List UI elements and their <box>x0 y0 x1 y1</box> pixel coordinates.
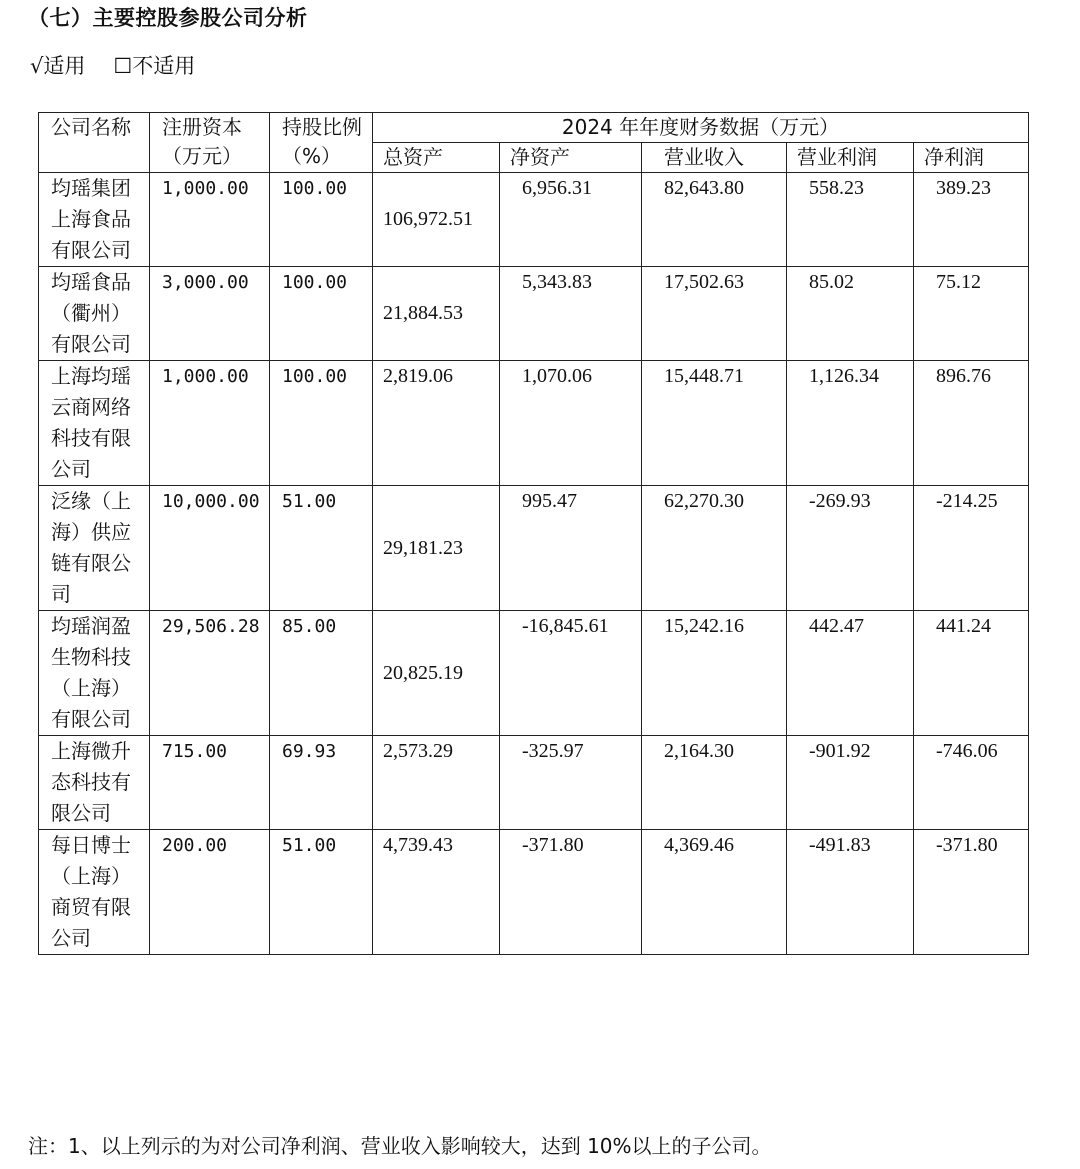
registered-capital: 10,000.00 <box>150 486 270 611</box>
operating-profit: 558.23 <box>787 173 914 267</box>
operating-profit: -491.83 <box>787 830 914 955</box>
net-profit: 441.24 <box>914 611 1029 736</box>
total-assets: 2,573.29 <box>373 736 500 830</box>
registered-capital: 1,000.00 <box>150 173 270 267</box>
registered-capital: 3,000.00 <box>150 267 270 361</box>
header-ratio: 持股比例（%） <box>270 113 373 173</box>
table-row <box>39 173 1029 267</box>
header-op-profit: 营业利润 <box>787 143 914 173</box>
holding-ratio: 100.00 <box>270 267 373 361</box>
total-assets: 106,972.51 <box>373 173 500 267</box>
header-net-assets: 净资产 <box>500 143 642 173</box>
holding-ratio: 85.00 <box>270 611 373 736</box>
operating-profit: 442.47 <box>787 611 914 736</box>
total-assets: 29,181.23 <box>373 486 500 611</box>
header-financial-group: 2024 年年度财务数据（万元） <box>373 113 1029 143</box>
header-capital: 注册资本（万元） <box>150 113 270 173</box>
net-assets: 6,956.31 <box>500 173 642 267</box>
header-company: 公司名称 <box>39 113 150 173</box>
net-profit: 75.12 <box>914 267 1029 361</box>
net-profit: -214.25 <box>914 486 1029 611</box>
net-assets: 995.47 <box>500 486 642 611</box>
revenue: 2,164.30 <box>642 736 787 830</box>
registered-capital: 29,506.28 <box>150 611 270 736</box>
revenue: 15,448.71 <box>642 361 787 486</box>
holding-ratio: 100.00 <box>270 173 373 267</box>
registered-capital: 1,000.00 <box>150 361 270 486</box>
table-row <box>39 267 1029 361</box>
operating-profit: 85.02 <box>787 267 914 361</box>
total-assets: 2,819.06 <box>373 361 500 486</box>
company-name: 均瑶集团上海食品有限公司 <box>39 173 150 267</box>
applicable-option: √适用 <box>30 54 86 78</box>
applicability-options <box>30 50 195 80</box>
header-revenue: 营业收入 <box>642 143 787 173</box>
revenue: 82,643.80 <box>642 173 787 267</box>
net-assets: 5,343.83 <box>500 267 642 361</box>
table-header-row <box>39 113 1029 143</box>
company-name: 均瑶食品（衢州）有限公司 <box>39 267 150 361</box>
not-applicable-option: ☐不适用 <box>113 54 196 78</box>
table-row <box>39 611 1029 736</box>
table-row <box>39 830 1029 955</box>
total-assets: 21,884.53 <box>373 267 500 361</box>
total-assets: 4,739.43 <box>373 830 500 955</box>
holding-ratio: 51.00 <box>270 486 373 611</box>
company-name: 泛缘（上海）供应链有限公司 <box>39 486 150 611</box>
holding-ratio: 100.00 <box>270 361 373 486</box>
table-row <box>39 486 1029 611</box>
company-name: 均瑶润盈生物科技（上海）有限公司 <box>39 611 150 736</box>
revenue: 62,270.30 <box>642 486 787 611</box>
net-profit: 896.76 <box>914 361 1029 486</box>
holding-ratio: 69.93 <box>270 736 373 830</box>
section-heading: （七）主要控股参股公司分析 <box>28 6 308 30</box>
company-name: 上海均瑶云商网络科技有限公司 <box>39 361 150 486</box>
net-assets: -16,845.61 <box>500 611 642 736</box>
net-assets: -371.80 <box>500 830 642 955</box>
subsidiary-financial-table <box>38 112 1029 955</box>
net-profit: -746.06 <box>914 736 1029 830</box>
net-profit: -371.80 <box>914 830 1029 955</box>
revenue: 17,502.63 <box>642 267 787 361</box>
revenue: 15,242.16 <box>642 611 787 736</box>
net-assets: 1,070.06 <box>500 361 642 486</box>
net-assets: -325.97 <box>500 736 642 830</box>
company-name: 上海微升态科技有限公司 <box>39 736 150 830</box>
operating-profit: -901.92 <box>787 736 914 830</box>
total-assets: 20,825.19 <box>373 611 500 736</box>
operating-profit: 1,126.34 <box>787 361 914 486</box>
header-net-profit: 净利润 <box>914 143 1029 173</box>
header-total-assets: 总资产 <box>373 143 500 173</box>
table-row <box>39 736 1029 830</box>
holding-ratio: 51.00 <box>270 830 373 955</box>
net-profit: 389.23 <box>914 173 1029 267</box>
company-name: 每日博士（上海）商贸有限公司 <box>39 830 150 955</box>
table-footnote: 注：1、以上列示的为对公司净利润、营业收入影响较大，达到 10%以上的子公司。 <box>28 1134 772 1158</box>
registered-capital: 715.00 <box>150 736 270 830</box>
table-row <box>39 361 1029 486</box>
registered-capital: 200.00 <box>150 830 270 955</box>
revenue: 4,369.46 <box>642 830 787 955</box>
operating-profit: -269.93 <box>787 486 914 611</box>
